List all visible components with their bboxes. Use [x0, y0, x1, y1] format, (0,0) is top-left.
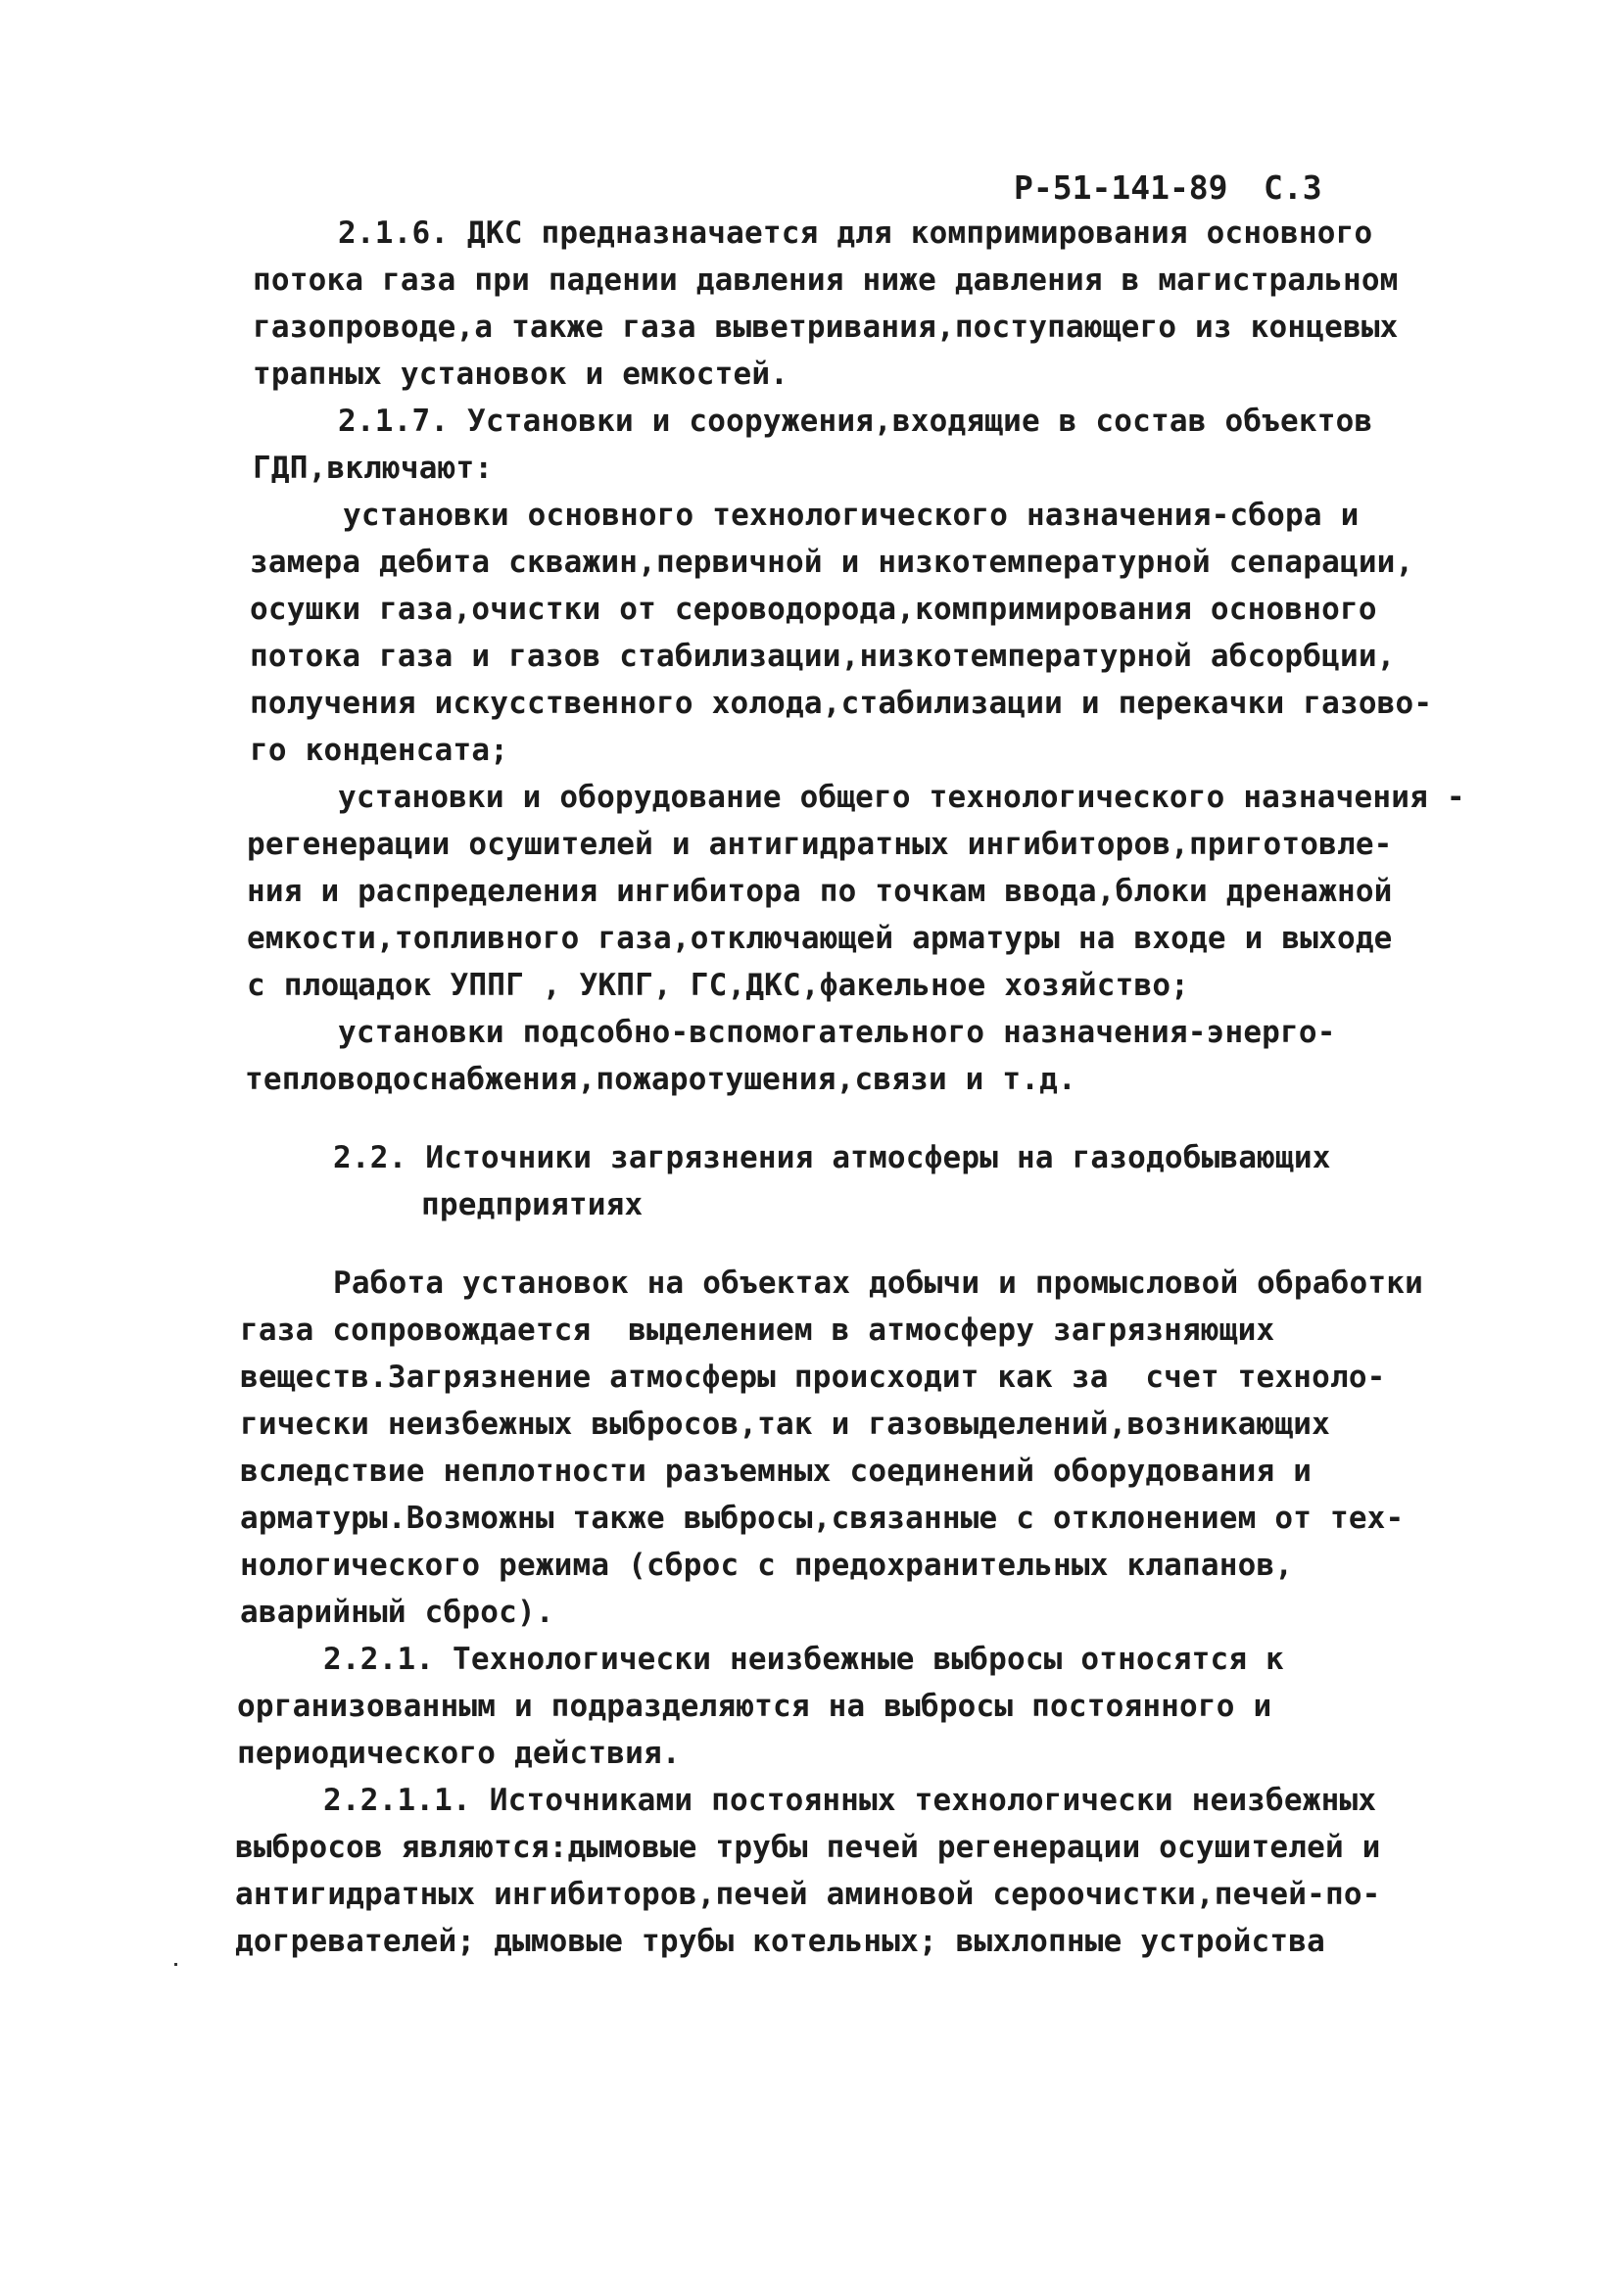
section-heading: предприятиях [421, 1187, 644, 1222]
list-item-line: установки основного технологического назначения-сбора и [343, 498, 1360, 533]
paragraph-line: трапных установок и емкостей. [253, 357, 789, 392]
scan-speck [174, 1963, 177, 1966]
list-item-line: установки подсобно-вспомогательного назначения-энерго- [338, 1015, 1336, 1050]
section-heading: 2.2. Источники загрязнения атмосферы на газодобывающих [333, 1140, 1331, 1175]
list-item-line: замера дебита скважин,первичной и низкотемпературной сепарации, [250, 545, 1414, 580]
list-item-line: с площадок УППГ , УКПГ, ГС,ДКС,факельное хозяйство; [247, 968, 1190, 1003]
paragraph-line: периодического действия. [237, 1736, 681, 1771]
paragraph-line: 2.1.7. Установки и сооружения,входящие в состав объектов [338, 404, 1373, 439]
paragraph-line: арматуры.Возможны также выбросы,связанные с отклонением от тех- [240, 1501, 1405, 1536]
paragraph-line: нологического режима (сброс с предохранительных клапанов, [240, 1548, 1294, 1583]
paragraph-line: организованным и подразделяются на выбросы постоянного и [237, 1689, 1272, 1724]
list-item-line: осушки газа,очистки от сероводорода,компримирования основного [250, 592, 1377, 627]
paragraph-line: вследствие неплотности разъемных соединений оборудования и [240, 1454, 1313, 1489]
paragraph-line: 2.2.1.1. Источниками постоянных технологически неизбежных [323, 1783, 1377, 1818]
paragraph-line: гически неизбежных выбросов,так и газовыделений,возникающих [240, 1407, 1330, 1442]
list-item-line: потока газа и газов стабилизации,низкотемпературной абсорбции, [250, 639, 1396, 674]
list-item-line: ния и распределения ингибитора по точкам ввода,блоки дренажной [247, 874, 1393, 909]
paragraph-line: потока газа при падении давления ниже давления в магистральном [253, 263, 1399, 298]
paragraph-line: аварийный сброс). [240, 1595, 554, 1630]
paragraph-line: 2.2.1. Технологически неизбежные выбросы относятся к [323, 1642, 1284, 1677]
paragraph-line: Работа установок на объектах добычи и промысловой обработки [333, 1266, 1423, 1301]
list-item-line: установки и оборудование общего технологического назначения - [338, 780, 1465, 815]
paragraph-line: выбросов являются:дымовые трубы печей регенерации осушителей и [235, 1830, 1381, 1865]
page-number: С.3 [1264, 168, 1322, 207]
paragraph-line: антигидратных ингибиторов,печей аминовой сероочистки,печей-по- [235, 1877, 1381, 1912]
paragraph-line: 2.1.6. ДКС предназначается для компримирования основного [338, 215, 1373, 251]
paragraph-line: ГДП,включают: [253, 451, 494, 486]
list-item-line: емкости,топливного газа,отключающей арматуры на входе и выходе [247, 921, 1393, 956]
paragraph-line: газопроводе,а также газа выветривания,поступающего из концевых [253, 310, 1399, 345]
paragraph-line: догревателей; дымовые трубы котельных; выхлопные устройства [235, 1924, 1325, 1959]
paragraph-line: газа сопровождается выделением в атмосферу загрязняющих [240, 1313, 1275, 1348]
list-item-line: тепловодоснабжения,пожаротушения,связи и т.д. [245, 1062, 1076, 1097]
paragraph-line: веществ.Загрязнение атмосферы происходит как за счет техноло- [240, 1360, 1386, 1395]
document-code: Р-51-141-89 [1014, 168, 1228, 207]
list-item-line: получения искусственного холода,стабилизации и перекачки газово- [250, 686, 1433, 721]
list-item-line: го конденсата; [250, 733, 509, 768]
list-item-line: регенерации осушителей и антигидратных ингибиторов,приготовле- [247, 827, 1393, 862]
